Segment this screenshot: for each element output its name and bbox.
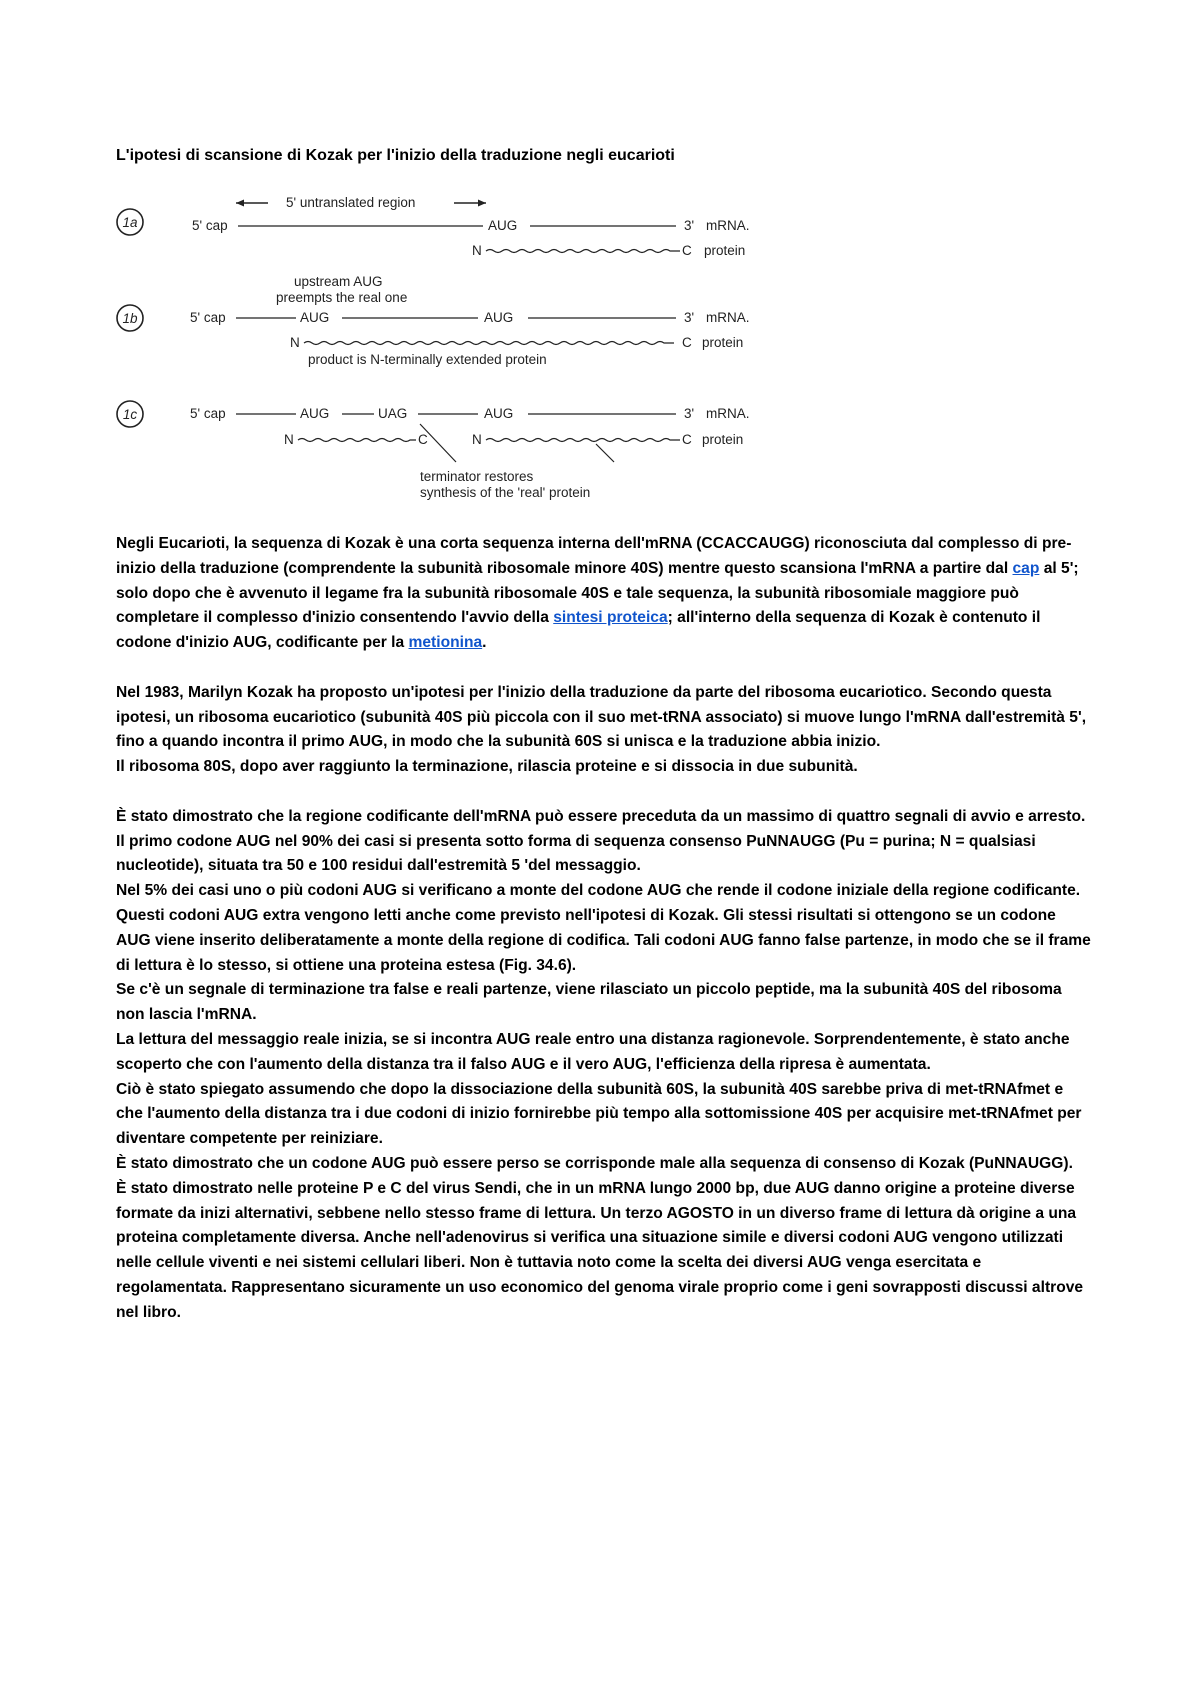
- three-prime-label: 3': [684, 310, 695, 325]
- mrna-label: mRNA.: [706, 218, 750, 233]
- row-number: 1c: [122, 407, 138, 422]
- paragraph-text: .: [482, 634, 487, 652]
- document-body: [116, 532, 1091, 1326]
- paragraph-reading: La lettura del messaggio reale inizia, se si incontra AUG reale entro una distanza ragionevole. Sorprendentemente, è stato anche scoperto che con l'aumento della distanza tra il falso AUG e il vero AUG, l'efficienza della ripresa è aumentata.: [116, 1030, 1070, 1073]
- n-terminus-label: N: [472, 432, 482, 447]
- cap-label: 5' cap: [190, 310, 226, 325]
- aug-upstream-label: AUG: [300, 310, 330, 325]
- row-number: 1a: [122, 215, 138, 230]
- mrna-label: mRNA.: [706, 406, 750, 421]
- paragraph-text: al 5'; solo dopo che è avvenuto il legame fra la subunità ribosomale 40S e tale sequenza, la subunità ribosomiale maggiore può completare il complesso d'inizio consentendo l'avvio della: [116, 559, 1079, 627]
- upstream-note-line1: upstream AUG: [294, 274, 383, 289]
- terminator-note-line2: synthesis of the 'real' protein: [420, 485, 591, 500]
- protein-wavy-line: [486, 250, 680, 253]
- document-title: L'ipotesi di scansione di Kozak per l'inizio della traduzione negli eucarioti: [116, 147, 675, 164]
- protein-wavy-line: [486, 439, 680, 442]
- peptide-wavy-line: [298, 439, 416, 442]
- terminator-note-line1: terminator restores: [420, 469, 534, 484]
- row-1c: [117, 401, 750, 500]
- paragraph-extra-codons: Questi codoni AUG extra vengono letti anche come previsto nell'ipotesi di Kozak. Gli stessi risultati si ottengono se un codone AUG viene inserito deliberatamente a monte della regione di codifica. Tali codoni AUG fanno false partenze, in modo che se il frame di lettura è lo stesso, si ottiene una proteina estesa (Fig. 34.6).: [116, 906, 1091, 974]
- three-prime-label: 3': [684, 406, 695, 421]
- paragraph-ribosome-80s: Il ribosoma 80S, dopo aver raggiunto la terminazione, rilascia proteine e si dissocia in due subunità.: [116, 758, 858, 776]
- uag-label: UAG: [378, 406, 408, 421]
- protein-label: protein: [702, 432, 744, 447]
- kozak-scanning-figure: [116, 186, 836, 506]
- paragraph-kozak-sequence: [116, 532, 1091, 656]
- n-terminus-label: N: [284, 432, 294, 447]
- protein-label: protein: [704, 243, 746, 258]
- aug-real-label: AUG: [484, 310, 514, 325]
- paragraph-coding-region: È stato dimostrato che la regione codificante dell'mRNA può essere preceduta da un massimo di quattro segnali di avvio e arresto. Il primo codone AUG nel 90% dei casi si presenta sotto forma di sequenza consenso PuNNAUGG (Pu = purina; N = qualsiasi nucleotide), situata tra 50 e 100 residui dall'estremità 5 'del messaggio.: [116, 807, 1086, 875]
- paragraph-sendai-virus: È stato dimostrato nelle proteine P e C del virus Sendi, che in un mRNA lungo 2000 bp, due AUG danno origine a proteine diverse formate da inizi alternativi, sebbene nello stesso frame di lettura. Un terzo AGOSTO in un diverso frame di lettura dà origine a una proteina completamente diversa. Anche nell'adenovirus si verifica una situazione simile e diversi codoni AUG vengono utilizzati nelle cellule viventi e nei sistemi cellulari liberi. Non è tuttavia noto come la scelta dei diversi AUG venga esercitata e regolamentata. Rappresentano sicuramente un uso economico del genoma virale proprio come i geni sovrapposti discussi altrove nel libro.: [116, 1179, 1084, 1321]
- paragraph-upstream-aug: Nel 5% dei casi uno o più codoni AUG si verificano a monte del codone AUG che rende il codone iniziale della regione codificante.: [116, 882, 1081, 900]
- paragraph-termination-signal: Se c'è un segnale di terminazione tra false e reali partenze, viene rilasciato un piccolo peptide, ma la subunità 40S del ribosoma non lascia l'mRNA.: [116, 981, 1062, 1024]
- left-arrowhead: [236, 200, 244, 207]
- c-terminus-label: C: [682, 432, 692, 447]
- cap-label: 5' cap: [190, 406, 226, 421]
- product-note: product is N-terminally extended protein: [308, 352, 547, 367]
- paragraph-text: ; all'interno della sequenza di Kozak è contenuto il codone d'inizio AUG, codificante per la: [116, 609, 1041, 652]
- pointer-line: [596, 444, 614, 462]
- n-terminus-label: N: [472, 243, 482, 258]
- paragraph-consensus: È stato dimostrato che un codone AUG può essere perso se corrisponde male alla sequenza di consenso di Kozak (PuNNAUGG).: [116, 1154, 1073, 1172]
- right-arrowhead: [478, 200, 486, 207]
- row-number: 1b: [122, 311, 138, 326]
- row-1a: [117, 195, 750, 258]
- cap-label: 5' cap: [192, 218, 228, 233]
- aug-label: AUG: [488, 218, 518, 233]
- mrna-label: mRNA.: [706, 310, 750, 325]
- upstream-note-line2: preempts the real one: [276, 290, 408, 305]
- three-prime-label: 3': [684, 218, 695, 233]
- n-terminus-label: N: [290, 335, 300, 350]
- link-cap[interactable]: cap: [1012, 559, 1040, 577]
- protein-label: protein: [702, 335, 744, 350]
- paragraph-hypothesis: Nel 1983, Marilyn Kozak ha proposto un'ipotesi per l'inizio della traduzione da parte del ribosoma eucariotico. Secondo questa ipotesi, un ribosoma eucariotico (subunità 40S più piccola con il suo met-tRNA associato) si muove lungo l'mRNA dall'estremità 5', fino a quando incontra il primo AUG, in modo che la subunità 60S si unisca e la traduzione abbia inizio.: [116, 683, 1087, 751]
- c-terminus-label: C: [418, 432, 428, 447]
- c-terminus-label: C: [682, 243, 692, 258]
- row-1b: [117, 274, 750, 367]
- paragraph-text: Negli Eucarioti, la sequenza di Kozak è una corta sequenza interna dell'mRNA (CCACCAUGG) riconosciuta dal complesso di pre-inizio della traduzione (comprendente la subunità ribosomale minore 40S) mentre questo scansiona l'mRNA a partire dal: [116, 535, 1072, 577]
- aug-real-label: AUG: [484, 406, 514, 421]
- utr-label: 5' untranslated region: [286, 195, 416, 210]
- figure-svg: [116, 186, 836, 506]
- paragraph-explanation: Ciò è stato spiegato assumendo che dopo la dissociazione della subunità 60S, la subunità 40S sarebbe priva di met-tRNAfmet e che l'aumento della distanza tra i due codoni di inizio fornirebbe più tempo alla sottomissione 40S per acquisire met-tRNAfmet per diventare competente per reiniziare.: [116, 1080, 1082, 1148]
- aug-upstream-label: AUG: [300, 406, 330, 421]
- link-sintesi-proteica[interactable]: sintesi proteica: [553, 609, 668, 627]
- link-metionina[interactable]: metionina: [408, 634, 483, 652]
- protein-wavy-line: [304, 342, 674, 345]
- c-terminus-label: C: [682, 335, 692, 350]
